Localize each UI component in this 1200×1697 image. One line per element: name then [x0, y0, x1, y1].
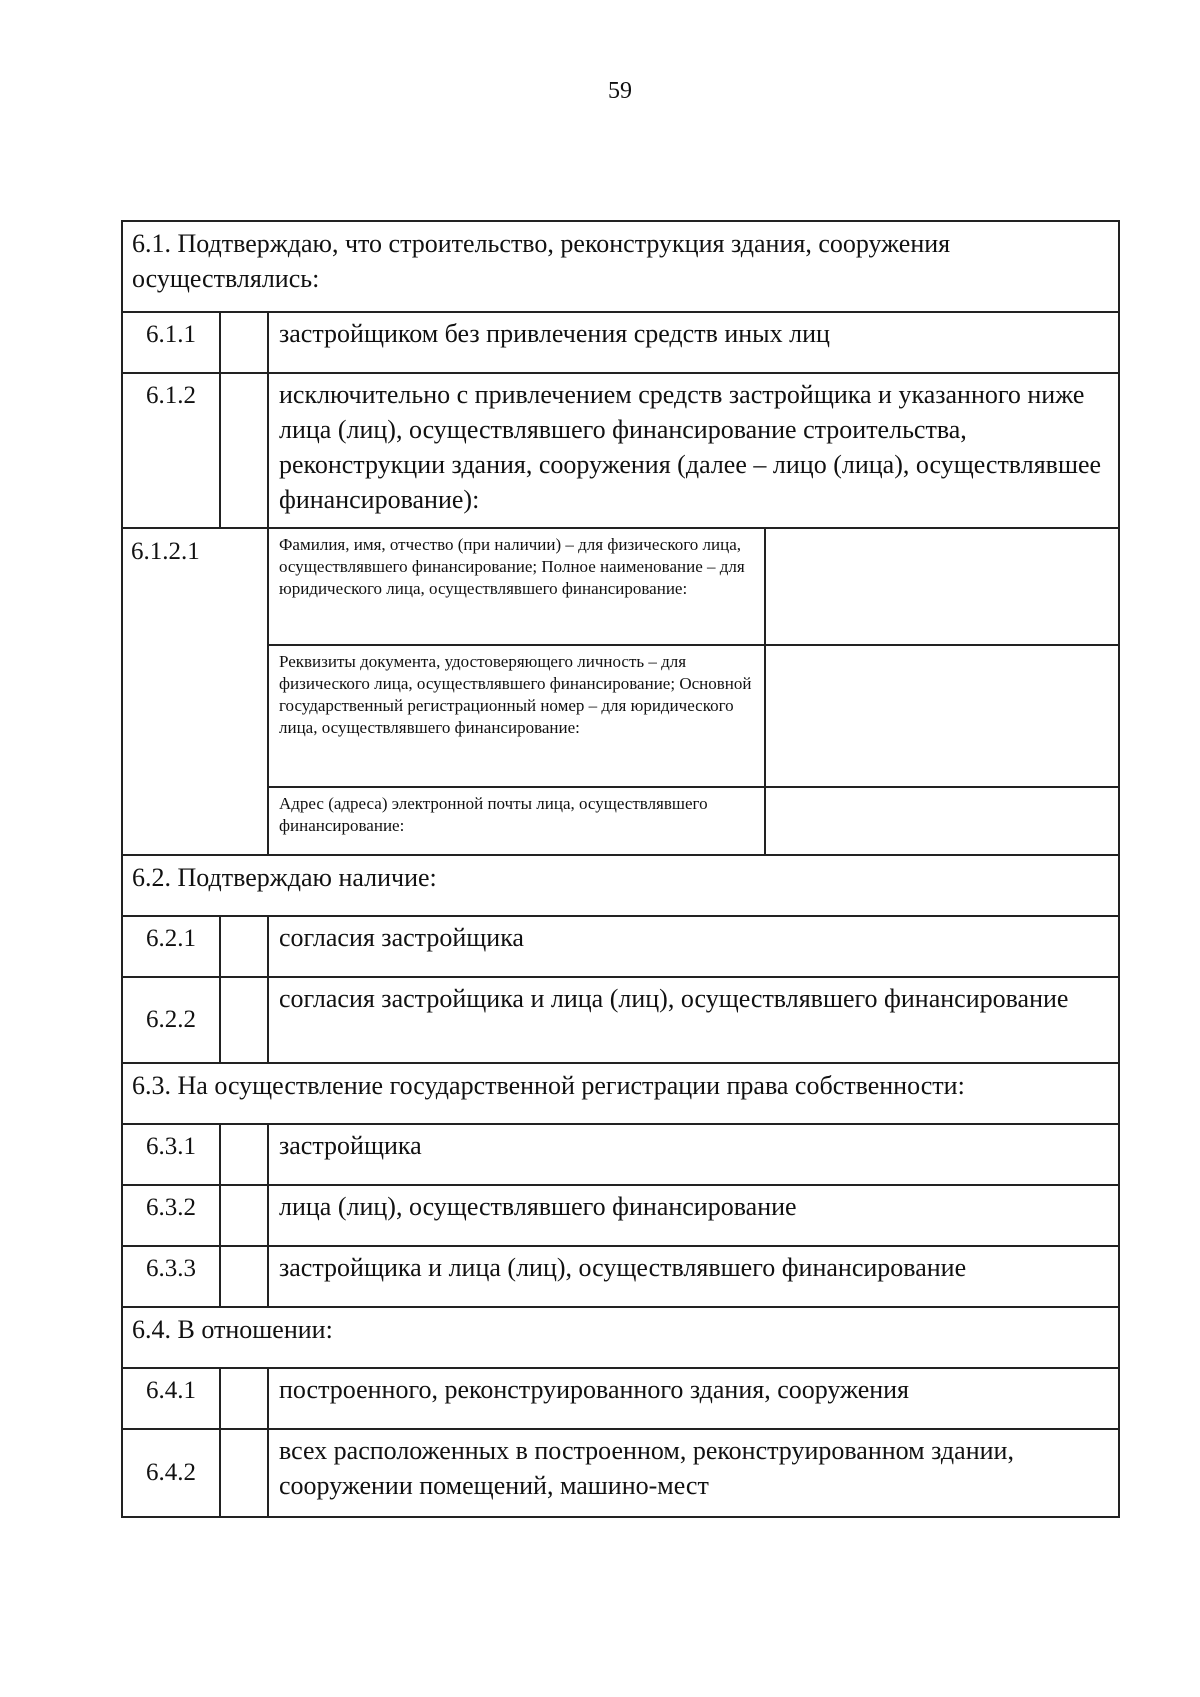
checkbox-6-1-2[interactable] [221, 374, 269, 527]
financier-document-field[interactable] [766, 646, 1118, 786]
option-number: 6.3.3 [123, 1247, 221, 1306]
option-row-6-3-2 [123, 1184, 1118, 1245]
option-number: 6.4.1 [123, 1369, 221, 1428]
section-6-3 [121, 1062, 1120, 1306]
checkbox-6-3-3[interactable] [221, 1247, 269, 1306]
option-number: 6.4.2 [123, 1430, 221, 1516]
option-row-6-4-1 [123, 1367, 1118, 1428]
option-number: 6.2.1 [123, 917, 221, 976]
option-text: застройщика и лица (лиц), осуществлявшего финансирование [279, 1253, 967, 1282]
option-row-6-2-2 [123, 976, 1118, 1062]
option-text: исключительно с привлечением средств застройщика и указанного ниже лица (лиц), осуществлявшего финансирование строительства, реконструкции здания, сооружения (далее – лицо (лица), осуществлявшее финансирование): [279, 380, 1102, 514]
option-row-6-3-1 [123, 1123, 1118, 1184]
option-row-6-1-1 [123, 311, 1118, 372]
section-6-1 [121, 220, 1120, 854]
checkbox-6-1-1[interactable] [221, 313, 269, 372]
option-number: 6.1.2 [123, 374, 221, 527]
page-number: 59 [608, 78, 632, 104]
financier-email-label: Адрес (адреса) электронной почты лица, осуществлявшего финансирование: [269, 788, 766, 854]
sub-number: 6.1.2.1 [123, 529, 269, 854]
financier-document-row [269, 644, 1118, 786]
option-text: всех расположенных в построенном, реконструированном здании, сооружении помещений, машино-мест [279, 1436, 1014, 1500]
option-row-6-3-3 [123, 1245, 1118, 1306]
financier-email-row [269, 786, 1118, 854]
option-number: 6.3.1 [123, 1125, 221, 1184]
option-row-6-1-2 [123, 372, 1118, 527]
financier-name-row [269, 529, 1118, 644]
section-6-3-title: 6.3. На осуществление государственной регистрации права собственности: [123, 1062, 1118, 1123]
option-text: застройщиком без привлечения средств иных лиц [279, 319, 830, 348]
section-6-2-title: 6.2. Подтверждаю наличие: [123, 854, 1118, 915]
checkbox-6-3-1[interactable] [221, 1125, 269, 1184]
option-number: 6.3.2 [123, 1186, 221, 1245]
financier-name-field[interactable] [766, 529, 1118, 644]
financier-email-field[interactable] [766, 788, 1118, 854]
financier-name-label: Фамилия, имя, отчество (при наличии) – для физического лица, осуществлявшего финансирование; Полное наименование – для юридического лица, осуществлявшего финансирование: [269, 529, 766, 644]
checkbox-6-4-1[interactable] [221, 1369, 269, 1428]
section-6-4 [121, 1306, 1120, 1518]
option-row-6-4-2 [123, 1428, 1118, 1518]
section-6-1-title: 6.1. Подтверждаю, что строительство, реконструкция здания, сооружения осуществлялись: [123, 220, 1118, 311]
checkbox-6-4-2[interactable] [221, 1430, 269, 1516]
section-6-4-title: 6.4. В отношении: [123, 1306, 1118, 1367]
financier-fields [269, 529, 1118, 854]
financier-details-6-1-2-1 [123, 527, 1118, 854]
checkbox-6-2-1[interactable] [221, 917, 269, 976]
financier-document-label: Реквизиты документа, удостоверяющего личность – для физического лица, осуществлявшего финансирование; Основной государственный регистрационный номер – для юридического лица, осуществлявшего финансирование: [269, 646, 766, 786]
option-row-6-2-1 [123, 915, 1118, 976]
option-text: построенного, реконструированного здания, сооружения [279, 1375, 910, 1404]
section-6-2 [121, 854, 1120, 1062]
checkbox-6-3-2[interactable] [221, 1186, 269, 1245]
option-text: застройщика [279, 1131, 422, 1160]
option-text: согласия застройщика [279, 923, 524, 952]
option-number: 6.2.2 [123, 978, 221, 1062]
checkbox-6-2-2[interactable] [221, 978, 269, 1062]
option-number: 6.1.1 [123, 313, 221, 372]
option-text: согласия застройщика и лица (лиц), осуществлявшего финансирование [279, 984, 1069, 1013]
option-text: лица (лиц), осуществлявшего финансирование [279, 1192, 797, 1221]
